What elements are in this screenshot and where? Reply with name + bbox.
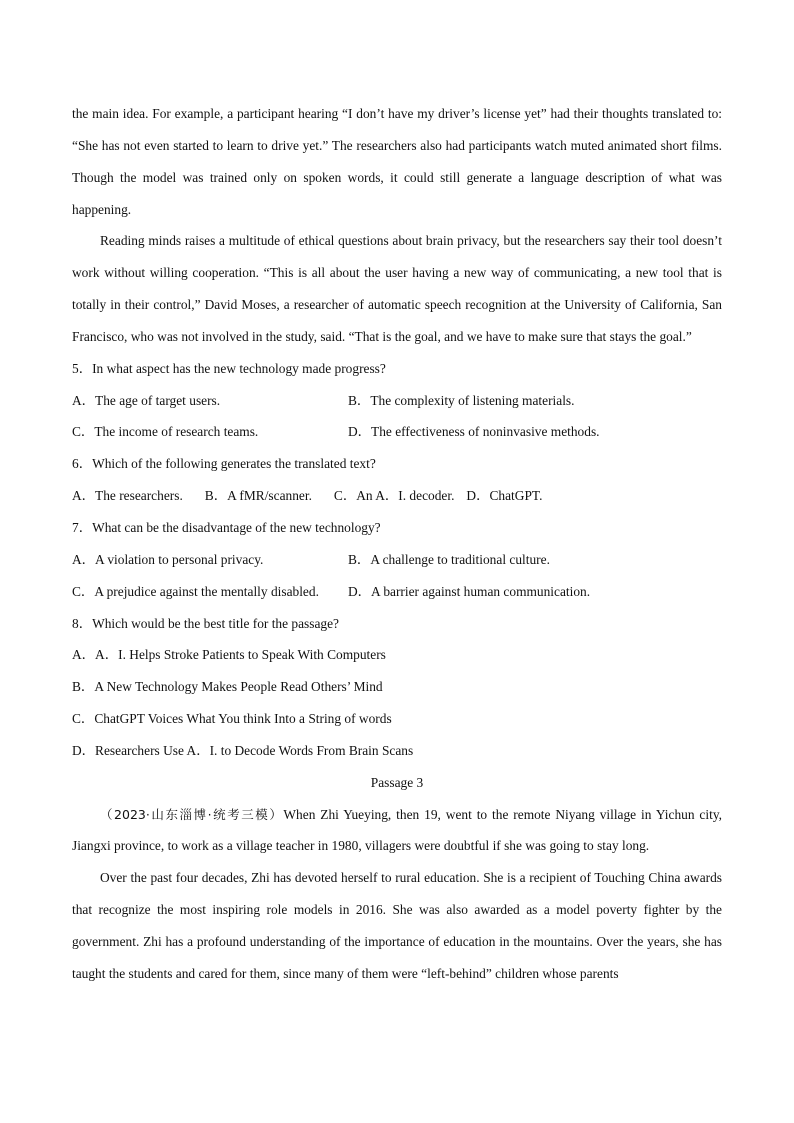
question-6-option-d: D．ChatGPT. bbox=[466, 488, 543, 504]
question-7-option-b: B．A challenge to traditional culture. bbox=[348, 551, 550, 567]
question-7-stem: 7．What can be the disadvantage of the new technology? bbox=[72, 519, 381, 535]
question-7-option-c: C．A prejudice against the mentally disabled. bbox=[72, 583, 319, 599]
question-8-stem: 8．Which would be the best title for the passage? bbox=[72, 615, 339, 631]
document-page bbox=[72, 98, 722, 990]
passage3-source-tag: （2023·山东淄博·统考三模） bbox=[100, 806, 284, 822]
question-7-option-a: A．A violation to personal privacy. bbox=[72, 551, 264, 567]
question-8-option-c: C．ChatGPT Voices What You think Into a String of words bbox=[72, 711, 392, 727]
question-7 bbox=[72, 512, 722, 608]
question-6-options-row bbox=[72, 480, 722, 512]
question-5-option-b: B．The complexity of listening materials. bbox=[348, 392, 575, 408]
question-8 bbox=[72, 608, 722, 767]
passage-3-title: Passage 3 bbox=[370, 774, 424, 790]
question-6 bbox=[72, 448, 722, 512]
question-5-options-row-2 bbox=[72, 416, 722, 448]
question-6-option-a: A．The researchers. bbox=[72, 488, 183, 504]
question-7-options-row-2 bbox=[72, 576, 722, 608]
passage3-paragraph-1 bbox=[72, 799, 722, 863]
question-5 bbox=[72, 353, 722, 449]
question-5-option-a: A．The age of target users. bbox=[72, 392, 221, 408]
question-6-option-b: B．A fMR/scanner. bbox=[204, 488, 312, 504]
question-5-option-c: C．The income of research teams. bbox=[72, 424, 259, 440]
question-5-option-d: D．The effectiveness of noninvasive methods. bbox=[348, 424, 600, 440]
passage3-paragraph-1-text: When Zhi Yueying, then 19, went to the remote Niyang village in Yichun city, Jiangxi province, to work as a village teacher in 1980, villagers were doubtful if she was going to stay long. bbox=[72, 806, 722, 854]
question-7-option-d: D．A barrier against human communication. bbox=[348, 583, 591, 599]
question-5-options-row-1 bbox=[72, 385, 722, 417]
question-7-options-row-1 bbox=[72, 544, 722, 576]
question-6-option-c: C．An A．I. decoder. bbox=[333, 488, 455, 504]
passage2-paragraph-1: the main idea. For example, a participant hearing “I don’t have my driver’s license yet” had their thoughts translated to: “She has not even started to learn to drive yet.” The researchers also had participants watch muted animated short films. Though the model was trained only on spoken words, it could still generate a language description of what was happening. bbox=[72, 106, 722, 217]
passage2-paragraph-2: Reading minds raises a multitude of ethical questions about brain privacy, but the researchers say their tool doesn’t work without willing cooperation. “This is all about the user having a new way of communicating, a new tool that is totally in their control,” David Moses, a researcher of automatic speech recognition at the University of California, San Francisco, who was not involved in the study, said. “That is the goal, and we have to make sure that stays the goal.” bbox=[72, 233, 722, 344]
question-8-option-b: B．A New Technology Makes People Read Others’ Mind bbox=[72, 679, 383, 695]
question-6-stem: 6．Which of the following generates the translated text? bbox=[72, 456, 376, 472]
passage3-paragraph-2: Over the past four decades, Zhi has devoted herself to rural education. She is a recipient of Touching China awards that recognize the most inspiring role models in 2016. She was also awarded as a model poverty fighter by the government. Zhi has a profound understanding of the importance of education in the mountains. Over the years, she has taught the students and cared for them, since many of them were “left-behind” children whose parents bbox=[72, 870, 722, 981]
question-8-option-a: A．A．I. Helps Stroke Patients to Speak With Computers bbox=[72, 647, 386, 663]
question-8-option-d: D．Researchers Use A．I. to Decode Words From Brain Scans bbox=[72, 742, 414, 758]
question-5-stem: 5．In what aspect has the new technology made progress? bbox=[72, 360, 386, 376]
